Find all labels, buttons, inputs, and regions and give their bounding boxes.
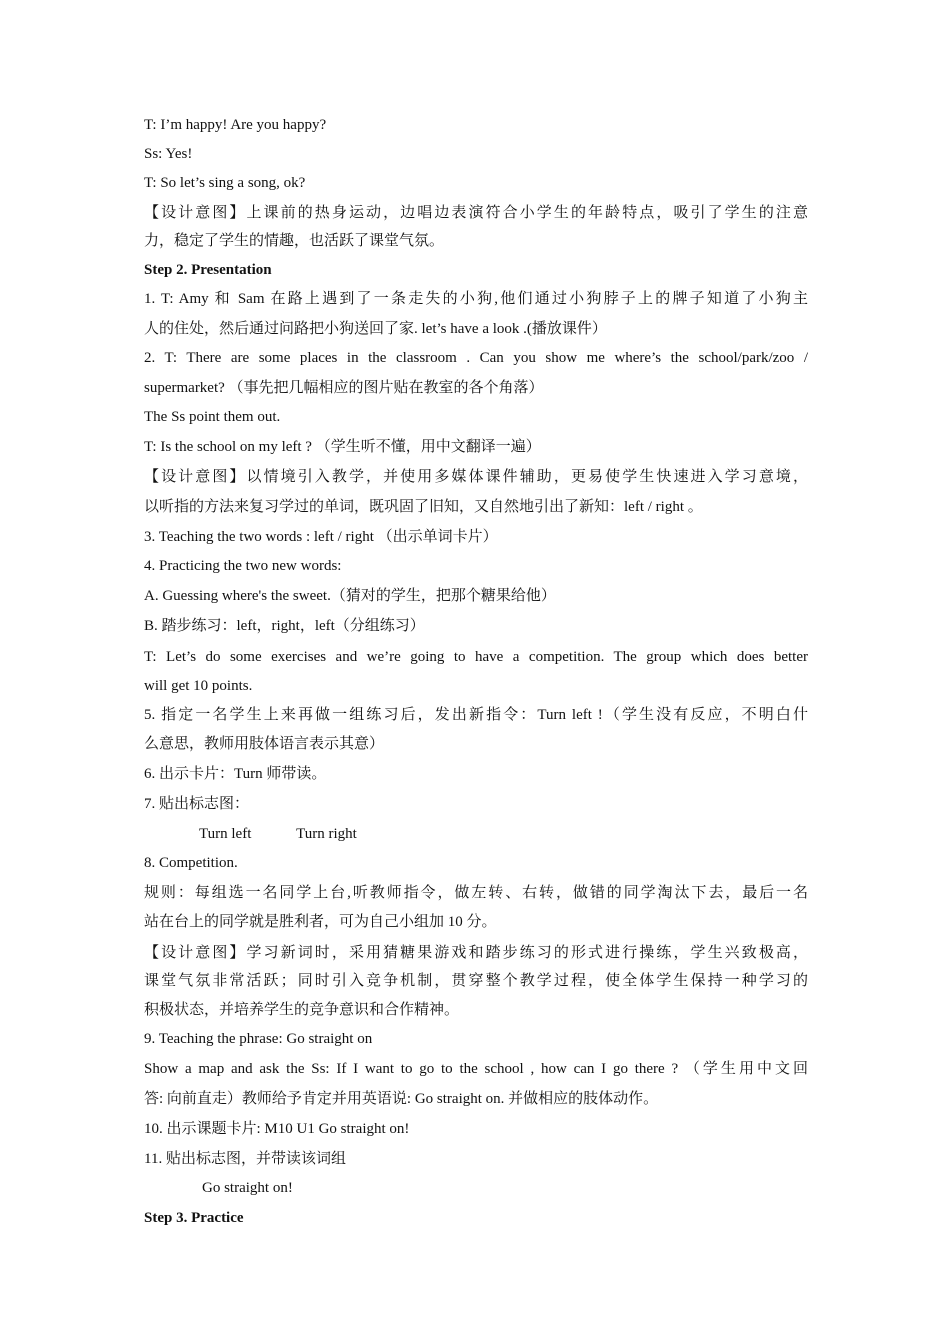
paragraph-line: T: Is the school on my left ? （学生听不懂，用中文翻译一遍） <box>144 439 541 455</box>
paragraph-line: The Ss point them out. <box>144 409 281 425</box>
paragraph-line: 1. T: Amy 和 Sam 在路上遇到了一条走失的小狗,他们通过小狗脖子上的牌子知道了小狗主 <box>144 291 808 307</box>
paragraph-line: 3. Teaching the two words : left / right （出示单词卡片） <box>144 529 498 545</box>
paragraph-line: 8. Competition. <box>144 855 238 871</box>
paragraph-line: will get 10 points. <box>144 678 253 694</box>
section-heading: Step 2. Presentation <box>144 262 272 278</box>
design-intent-paragraph: 【设计意图】以情境引入教学，并使用多媒体课件辅助，更易使学生快速进入学习意境， <box>144 469 808 485</box>
paragraph-line: 人的住处，然后通过问路把小狗送回了家. let’s have a look .(播放课件） <box>144 321 607 337</box>
paragraph-line: A. Guessing where's the sweet.（猜对的学生，把那个糖果给他） <box>144 588 556 604</box>
design-intent-paragraph: 以听指的方法来复习学过的单词，既巩固了旧知，又自然地引出了新知：left / right 。 <box>144 499 703 515</box>
design-intent-paragraph: 力，稳定了学生的情趣，也活跃了课堂气氛。 <box>144 233 445 249</box>
design-intent-paragraph: 课堂气氛非常活跃；同时引入竞争机制，贯穿整个教学过程，使全体学生保持一种学习的 <box>144 973 808 989</box>
paragraph-line: Show a map and ask the Ss: If I want to go to the school , how can I go there ? （学生用中文回 <box>144 1061 808 1077</box>
sign-labels: Turn left Turn right <box>199 826 357 842</box>
sign-label: Go straight on! <box>202 1180 293 1196</box>
paragraph-line: B. 踏步练习：left，right，left（分组练习） <box>144 618 425 634</box>
paragraph-line: 10. 出示课题卡片: M10 U1 Go straight on! <box>144 1121 410 1137</box>
rules-paragraph: 站在台上的同学就是胜利者，可为自己小组加 10 分。 <box>144 914 497 930</box>
paragraph-line: supermarket? （事先把几幅相应的图片贴在教室的各个角落） <box>144 380 544 396</box>
paragraph-line: T: Let’s do some exercises and we’re going to have a competition. The group which does better <box>144 649 808 665</box>
paragraph-line: 答: 向前直走）教师给予肯定并用英语说: Go straight on. 并做相应的肢体动作。 <box>144 1091 659 1107</box>
paragraph-line: 7. 贴出标志图： <box>144 796 250 812</box>
paragraph-line: 6. 出示卡片：Turn 师带读。 <box>144 766 327 782</box>
dialogue-line: T: So let’s sing a song, ok? <box>144 175 306 191</box>
dialogue-line: T: I’m happy! Are you happy? <box>144 117 327 133</box>
section-heading: Step 3. Practice <box>144 1210 244 1226</box>
paragraph-line: 么意思，教师用肢体语言表示其意） <box>144 736 385 752</box>
rules-paragraph: 规则：每组选一名同学上台,听教师指令，做左转、右转，做错的同学淘汰下去，最后一名 <box>144 885 808 901</box>
paragraph-line: 4. Practicing the two new words: <box>144 558 342 574</box>
dialogue-line: Ss: Yes! <box>144 146 193 162</box>
paragraph-line: 2. T: There are some places in the classroom . Can you show me where’s the school/park/zoo / <box>144 350 808 366</box>
design-intent-paragraph: 积极状态，并培养学生的竞争意识和合作精神。 <box>144 1002 460 1018</box>
design-intent-paragraph: 【设计意图】上课前的热身运动，边唱边表演符合小学生的年龄特点，吸引了学生的注意 <box>144 205 808 221</box>
paragraph-line: 11. 贴出标志图，并带读该词组 <box>144 1151 346 1167</box>
design-intent-paragraph: 【设计意图】学习新词时，采用猜糖果游戏和踏步练习的形式进行操练，学生兴致极高， <box>144 945 808 961</box>
paragraph-line: 5. 指定一名学生上来再做一组练习后，发出新指令：Turn left !（学生没有反应，不明白什 <box>144 707 808 723</box>
paragraph-line: 9. Teaching the phrase: Go straight on <box>144 1031 373 1047</box>
